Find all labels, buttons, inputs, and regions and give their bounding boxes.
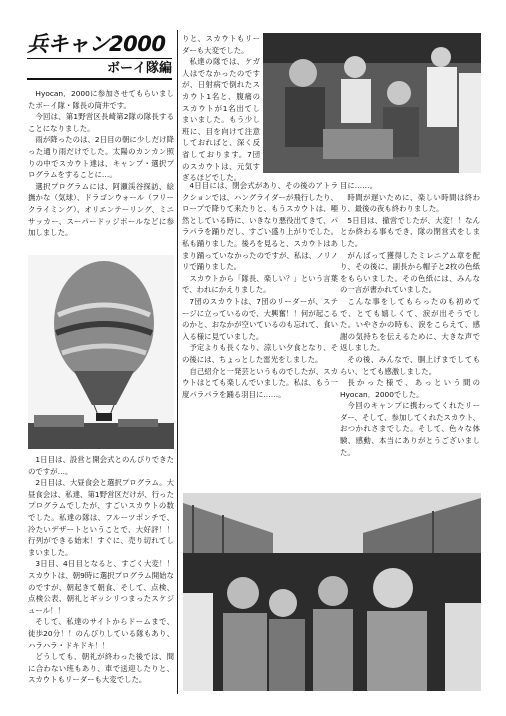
paragraph: Hyocan．2000に参加させてもらいましたボーイ隊・隊長の筒井です。 [28,89,174,110]
paragraph: 4日目には、閉会式があり、その後のアトラクションでは、ハングライダーが飛行したり、ロープで降りて来たりと、もうスカウトは、唖然としている時に、いきなり悪役出てきて、パラパラを踊りだし、すごい盛り上がりでした。私も踊りました。後ろを見ると、スカウトはあまり踊っていなかったのですが、私は、ノリノリで踊りました。 [182,181,338,272]
paragraph: 時間が遅いために、楽しい時間は終わり、最後の夜も終わりました。 [340,192,480,214]
paragraph: 3日目、4日目となると、すごく大変！！スカウトは、朝9時に選択プログラム開始なのですが、朝起きて朝食、そして、点検、点検公表、朝礼とギッシリつまったスケジュール！！ [28,559,174,615]
camp-cooking-photo [263,33,481,173]
column-divider [177,30,178,694]
hot-air-balloon-photo [28,255,174,449]
paragraph: 長かった様で、あっという間のHyocan．2000でした。 [340,378,480,399]
paragraph: その後、みんなで、胴上げまでしてもらい、とても感激しました。 [340,354,480,376]
column1-bottom-text [28,454,174,698]
paragraph: 雨が降ったのは、2日目の朝に少しだけ降った通り雨だけでした。太陽のカンカン照りの中でスカウト達は、キャンプ・選択プログラムをすることに…。 [28,135,174,180]
paragraph: 目に……。 [340,181,377,190]
column1-top-text [28,88,174,248]
paragraph: 自己紹介と一発芸というものでしたが、スカウトはとても楽しんでいました。私は、もう一度パラパラを踊る羽目に……。 [182,366,338,399]
paragraph: 7団のスカウトは、7団のリーダーが、ステージに立っているので、大興奮！！何が起こるのかと、おなかが空いているのも忘れて、食い入る様に見ていました。 [182,296,338,341]
paragraph: スカウトから「隊長、楽しい？」という言葉で、われにかえりました。 [182,273,338,295]
paragraph: そして、私達のサイトからドームまで、徒歩20分！！のんびりしている隊もあり、ハラハラ・ドキドキ！！ [28,617,174,650]
paragraph: 予定よりも長くなり、涼しい夕食となり、その後には、ちょっとした雷光をしました。 [182,343,338,364]
paragraph: 5日目は、撤営でしたが、大変！！なんとか終わる事もでき、隊の閉営式をしました。 [340,215,480,248]
paragraph: 今回のキャンプに携わってくれたリーダー、そして、参加してくれたスカウト、おつかれさまでした。そして、色々な体験、感動、本当にありがとうございました。 [340,401,480,457]
page-title: 兵キャン2000 [27,32,166,56]
column2-bottom-text [182,180,338,475]
paragraph: こんな事をしてもらったのも初めてで、とても嬉しくて、涙が出そうでした。いやさかの時も、涙をこらえて、感謝の気持ちを伝えるために、大きな声で返しました。 [340,296,480,353]
paragraph: 1日目は、設営と開会式とのんびりできたのですが…。 [28,455,174,476]
paragraph: 2日目は、大昼食会と選択プログラム。大昼食会は、私達、第1野営区だけが、行ったプログラムでしたが、すごいスカウトの数でした。私達の隊は、フルーツポンチで、冷たいデザートということで、大好評！！行列ができる始末！すぐに、売り切れてしまいました。 [28,478,174,557]
paragraph: どうしても、朝礼が終わった後では、間に合わない班もあり、車で送迎したりと、スカウトもリーダーも大変でした。 [28,652,174,685]
scouts-group-photo [183,493,481,691]
column3-text [340,180,480,500]
paragraph: がんばって獲得したミレニアム章を配り、その後に、副長から帽子と2枚の色紙をもらいました。その色紙には、みんなの一言が書かれていました。 [340,250,480,295]
page-subtitle: ボーイ隊編 [27,58,172,80]
paragraph: 今回は、第1野営区長崎第2隊の隊長することになりました。 [28,112,174,133]
paragraph: りと、スカウトもリーダーも大変でした。 [182,34,260,55]
paragraph: 私達の隊では、ケガ人はでなかったのですが、日射病で倒れたスカウト1名と、腹痛のスカウトが1名出てしまいました。もう少し班に、目を向けて注意しておればと、深く反省しております。7団のスカウトは、元気すぎるほどでした。 [182,57,260,183]
paragraph: 選択プログラムには、阿瀬渓谷探訪、絵撫かな（気球）、ドラゴンウォール（フリークライミング）、オリエンテーリング、ミニサッカー、スーパードッジボールなどに参加しました。 [28,181,174,238]
